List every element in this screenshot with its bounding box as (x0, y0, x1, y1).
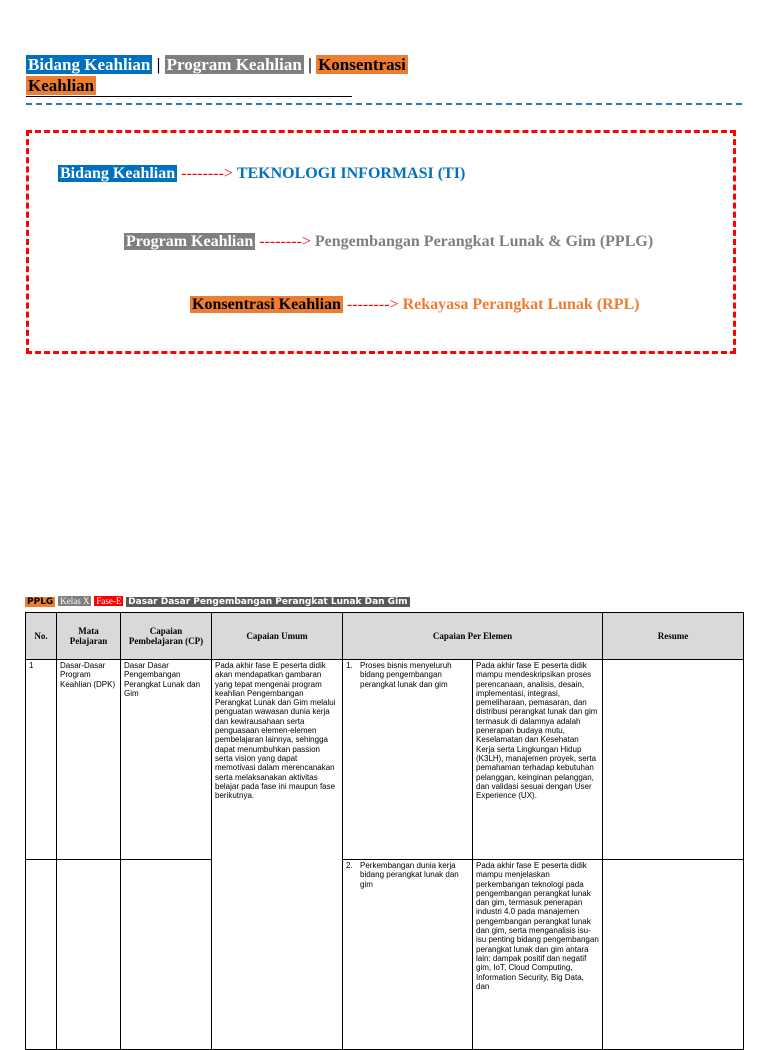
konsentrasi-label: Konsentrasi Keahlian (192, 296, 341, 313)
caption-fase: Fase-E (96, 596, 122, 606)
arrow: --------> (255, 233, 315, 250)
cell-umum: Pada akhir fase E peserta didik akan mendapatkan gambaran yang tepat mengenai program keahlian Pengembangan Perangkat Lunak dan Gim melalui penguatan wawasan dunia kerja dan kewirausahaan serta penguasaan elemen-elemen pembelajaran lainnya, sehingga dapat menumbuhkan passion serta vision yang dapat memotivasi dalam merencanakan serta melaksanakan aktivitas belajar pada fase ini maupun fase berikutnya. (212, 660, 343, 1050)
header-resume: Resume (603, 613, 744, 660)
program-keahlian-tag: Program Keahlian (166, 55, 302, 74)
table-row (26, 860, 744, 1050)
konsentrasi-tag: Konsentrasi (318, 55, 406, 74)
header-elemen: Capaian Per Elemen (343, 613, 603, 660)
cell-element-desc: Pada akhir fase E peserta didik mampu mendeskripsikan proses perencanaan, analisis, desain, implementasi, integrasi, pemeliharaan, pemasaran, dan distribusi perangkat lunak dan gim termasuk di dalamnya adalah penerapan budaya mutu, Keselamatan dan Kesehatan Kerja serta Lingkungan Hidup (K3LH), manajemen proyek, serta pemahaman terhadap kebutuhan pelanggan, keinginan pelanggan, dan validasi sesuai dengan User Experience (UX). (473, 660, 603, 860)
program-row (124, 233, 653, 251)
arrow: --------> (177, 165, 237, 182)
arrow: --------> (342, 296, 403, 313)
dashed-divider (26, 103, 742, 105)
bidang-label: Bidang Keahlian (60, 165, 176, 182)
cell-mapel: Dasar-Dasar Program Keahlian (DPK) (57, 660, 121, 860)
cell-element-name (343, 660, 473, 860)
separator: | (303, 55, 317, 74)
cell-cp (121, 860, 212, 1050)
header-cp: Capaian Pembelajaran (CP) (121, 613, 212, 660)
element-number: 2. (346, 861, 353, 870)
header-umum: Capaian Umum (212, 613, 343, 660)
element-number: 1. (346, 661, 353, 670)
cell-mapel (57, 860, 121, 1050)
element-name: Proses bisnis menyeluruh bidang pengembangan perangkat lunak dan gim (360, 661, 452, 689)
header-no: No. (26, 613, 57, 660)
caption-kelas: Kelas X (60, 596, 90, 606)
table-header-row (26, 613, 744, 660)
program-label: Program Keahlian (126, 233, 254, 250)
bidang-row (58, 165, 465, 183)
cell-no (26, 860, 57, 1050)
cell-cp: Dasar Dasar Pengembangan Perangkat Lunak dan Gim (121, 660, 212, 860)
table-caption (25, 596, 410, 608)
caption-pplg: PPLG (27, 597, 54, 607)
cell-resume[interactable] (603, 860, 744, 1050)
cell-element-desc: Pada akhir fase E peserta didik mampu menjelaskan perkembangan teknologi pada pengembangan perangkat lunak dan gim, termasuk penerapan industri 4.0 pada manajemen pengembangan perangkat lunak dan gim, serta menganalisis isu-isu penting bidang pengembangan perangkat lunak dan gim antara lain: dampak positif dan negatif gim, IoT, Cloud Computing, Information Security, Big Data, dan (473, 860, 603, 1050)
caption-mapel: Dasar Dasar Pengembangan Perangkat Lunak Dan Gim (128, 597, 408, 607)
bidang-value: TEKNOLOGI INFORMASI (TI) (236, 165, 466, 182)
document-title (26, 54, 456, 97)
konsentrasi-tag-line2: Keahlian (28, 76, 95, 95)
cell-no: 1 (26, 660, 57, 860)
separator: | (152, 55, 165, 74)
capaian-table (25, 612, 744, 1050)
konsentrasi-value: Rekayasa Perangkat Lunak (RPL) (402, 296, 640, 313)
table-row (26, 660, 744, 860)
program-value: Pengembangan Perangkat Lunak & Gim (PPLG) (314, 233, 654, 250)
element-name: Perkembangan dunia kerja bidang perangkat lunak dan gim (360, 861, 459, 889)
konsentrasi-row (190, 296, 639, 314)
cell-resume[interactable] (603, 660, 744, 860)
bidang-keahlian-tag: Bidang Keahlian (28, 55, 151, 74)
cell-element-name (343, 860, 473, 1050)
header-mapel: Mata Pelajaran (57, 613, 121, 660)
